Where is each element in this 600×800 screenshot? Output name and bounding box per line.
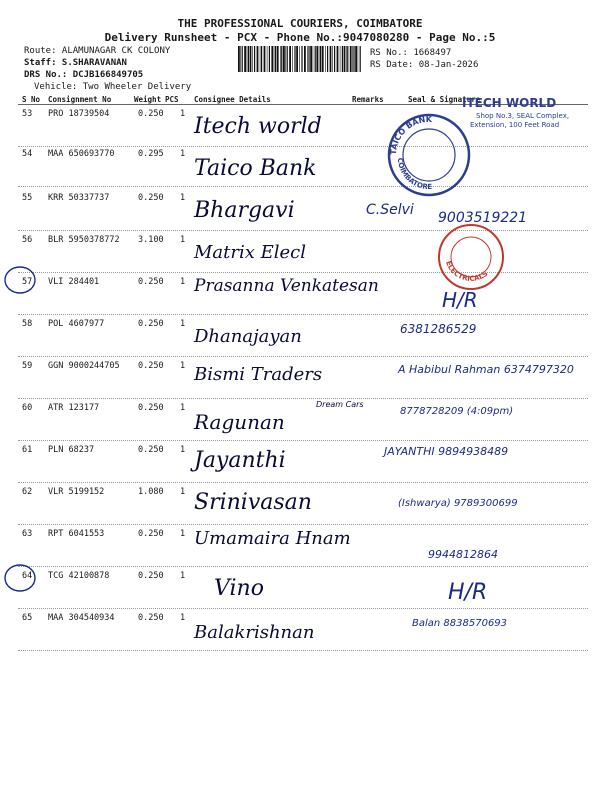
row-divider <box>18 524 588 525</box>
row-consignment-no: PLN 68237 <box>48 445 95 455</box>
row-pcs: 1 <box>180 571 186 581</box>
barcode-bar <box>332 46 333 72</box>
row-divider <box>18 650 588 651</box>
row-consignment-no: KRR 50337737 <box>48 193 110 203</box>
barcode-bar <box>261 46 262 72</box>
row-consignment-no: VLR 5199152 <box>48 487 105 497</box>
row-sno: 64 <box>22 571 33 581</box>
barcode-bar <box>307 46 308 72</box>
barcode-bar <box>342 46 343 72</box>
row-weight: 0.250 <box>138 571 164 581</box>
barcode-bar <box>304 46 306 72</box>
row-consignee-handwritten: Balakrishnan <box>194 622 315 643</box>
row-weight: 0.250 <box>138 445 164 455</box>
barcode-bar <box>350 46 352 72</box>
row-weight: 1.080 <box>138 487 164 497</box>
barcode-bar <box>277 46 279 72</box>
barcode-bar <box>260 46 261 72</box>
barcode-bar <box>283 46 285 72</box>
barcode-bar <box>292 46 293 72</box>
col-consignment-header: Consignment No <box>48 95 112 104</box>
row-divider <box>18 186 588 187</box>
itech-stamp-line2: Extension, 100 Feet Road <box>470 121 560 129</box>
barcode-bar <box>310 46 312 72</box>
barcode-bar <box>280 46 281 72</box>
barcode-bar <box>322 46 324 72</box>
rs-date: RS Date: 08-Jan-2026 <box>370 60 479 70</box>
row-signature-handwritten: 9003519221 <box>438 210 528 226</box>
row-consignee-handwritten: Taico Bank <box>194 156 317 181</box>
barcode-bar <box>269 46 270 72</box>
barcode-bar <box>238 46 240 72</box>
row-pcs: 1 <box>180 109 186 119</box>
row-weight: 0.250 <box>138 403 164 413</box>
row-64-circle-mark <box>2 560 42 596</box>
row-consignment-no: PRO 18739504 <box>48 109 110 119</box>
barcode-bar <box>355 46 357 72</box>
taico-bank-stamp <box>384 110 474 200</box>
row-pcs: 1 <box>180 529 186 539</box>
row-consignment-no: RPT 6041553 <box>48 529 105 539</box>
row-consignment-no: TCG 42100878 <box>48 571 110 581</box>
barcode-bar <box>247 46 248 72</box>
row-signature-handwritten: 9944812864 <box>428 548 498 561</box>
barcode-bar <box>289 46 291 72</box>
row-remarks-handwritten: C.Selvi <box>366 202 414 218</box>
barcode-bar <box>316 46 318 72</box>
barcode-bar <box>296 46 298 72</box>
row-sno: 62 <box>22 487 33 497</box>
row-signature-handwritten: H/R <box>448 580 488 605</box>
row-pcs: 1 <box>180 149 186 159</box>
barcode-bar <box>353 46 354 72</box>
row-weight: 3.100 <box>138 235 164 245</box>
barcode-bar <box>299 46 300 72</box>
row-sno: 59 <box>22 361 33 371</box>
barcode-bar <box>337 46 339 72</box>
row-weight: 0.295 <box>138 149 164 159</box>
col-pcs-header: PCS <box>165 95 179 104</box>
row-sno: 58 <box>22 319 33 329</box>
barcode-bar <box>267 46 268 72</box>
row-divider <box>18 608 588 609</box>
row-divider <box>18 146 588 147</box>
row-57-circle-mark <box>2 262 42 298</box>
barcode-bar <box>250 46 252 72</box>
row-sno: 56 <box>22 235 33 245</box>
barcode-bar <box>257 46 259 72</box>
row-signature-handwritten: JAYANTHI 9894938489 <box>384 445 509 458</box>
barcode-bar <box>287 46 288 72</box>
rs-number: RS No.: 1668497 <box>370 48 452 58</box>
row-weight: 0.250 <box>138 319 164 329</box>
row-weight: 0.250 <box>138 193 164 203</box>
barcode-bar <box>294 46 295 72</box>
itech-stamp-line1: Shop No.3, SEAL Complex, <box>476 112 570 120</box>
row-pcs: 1 <box>180 193 186 203</box>
row-pcs: 1 <box>180 403 186 413</box>
barcode-bar <box>325 46 326 72</box>
svg-text:COIMBATORE: COIMBATORE <box>395 157 433 192</box>
row-signature-handwritten: Balan 8838570693 <box>412 618 508 629</box>
barcode-bar <box>313 46 314 72</box>
row-sno: 54 <box>22 149 33 159</box>
barcode-bar <box>330 46 332 72</box>
row-consignee-handwritten: Bhargavi <box>194 198 295 223</box>
row-consignment-no: ATR 123177 <box>48 403 100 413</box>
col-seal-header: Seal & Signature <box>408 95 481 104</box>
route-label: Route: ALAMUNAGAR CK COLONY <box>24 46 171 56</box>
row-pcs: 1 <box>180 613 186 623</box>
row-pcs: 1 <box>180 235 186 245</box>
row-consignment-no: POL 4607977 <box>48 319 105 329</box>
row-signature-handwritten: H/R <box>442 288 478 312</box>
row-sno: 53 <box>22 109 33 119</box>
row-pcs: 1 <box>180 361 186 371</box>
barcode-bar <box>301 46 302 72</box>
electricals-stamp <box>436 222 506 292</box>
row-divider <box>18 356 588 357</box>
row-sno: 55 <box>22 193 33 203</box>
row-consignee-handwritten: Umamaira Hnam <box>194 528 351 549</box>
row-consignee-handwritten: Ragunan <box>194 410 285 434</box>
barcode-bar <box>254 46 255 72</box>
col-remarks-header: Remarks <box>352 95 384 104</box>
row-consignee-handwritten: Srinivasan <box>194 490 312 515</box>
vehicle-label: Vehicle: Two Wheeler Delivery <box>34 82 192 92</box>
staff-label: Staff: S.SHARAVANAN <box>24 58 127 68</box>
barcode-bar <box>252 46 253 72</box>
row-pcs: 1 <box>180 487 186 497</box>
row-consignment-no: MAA 304540934 <box>48 613 115 623</box>
svg-text:TAICO BANK: TAICO BANK <box>388 114 432 156</box>
company-title: THE PROFESSIONAL COURIERS, COIMBATORE <box>177 17 423 30</box>
barcode-bar <box>360 46 361 72</box>
row-divider <box>18 314 588 315</box>
barcode-bar <box>274 46 275 72</box>
barcode-bar <box>319 46 320 72</box>
row-weight: 0.250 <box>138 109 164 119</box>
barcode-bar <box>275 46 276 72</box>
row-signature-handwritten: 6381286529 <box>400 322 477 336</box>
row-consignment-no: GGN 9000244705 <box>48 361 120 371</box>
drs-number: DRS No.: DCJB166849705 <box>24 70 144 80</box>
row-consignment-no: MAA 650693770 <box>48 149 115 159</box>
barcode-bar <box>271 46 273 72</box>
row-consignee-handwritten: Bismi Traders <box>194 364 323 385</box>
barcode-bar <box>308 46 309 72</box>
row-divider <box>18 440 588 441</box>
row-divider <box>18 482 588 483</box>
barcode-bar <box>334 46 335 72</box>
row-signature-handwritten: (Ishwarya) 9789300699 <box>398 498 518 509</box>
barcode-bar <box>242 46 243 72</box>
barcode-bar <box>358 46 359 72</box>
col-weight-header: Weight <box>134 95 162 104</box>
barcode-bar <box>315 46 316 72</box>
barcode-bar <box>346 46 347 72</box>
runsheet-subtitle: Delivery Runsheet - PCX - Phone No.:9047080280 - Page No.:5 <box>104 31 496 44</box>
row-signature-handwritten: 8778728209 (4:09pm) <box>400 406 514 417</box>
barcode-bar <box>320 46 321 72</box>
row-sno: 65 <box>22 613 33 623</box>
barcode-bar <box>248 46 249 72</box>
barcode-bar <box>264 46 266 72</box>
barcode-image <box>238 46 362 72</box>
row-sno: 61 <box>22 445 33 455</box>
barcode-bar <box>327 46 328 72</box>
row-signature-handwritten: A Habibul Rahman 6374797320 <box>398 363 574 376</box>
row-weight: 0.250 <box>138 529 164 539</box>
row-consignee-handwritten: Prasanna Venkatesan <box>194 276 379 296</box>
barcode-bar <box>285 46 286 72</box>
row-weight: 0.250 <box>138 613 164 623</box>
row-pcs: 1 <box>180 319 186 329</box>
row-sno: 63 <box>22 529 33 539</box>
barcode-bar <box>344 46 346 72</box>
row-consignee-handwritten: Itech world <box>194 114 322 139</box>
barcode-bar <box>244 46 246 72</box>
row-remarks-handwritten: Dream Cars <box>316 400 364 409</box>
barcode-bar <box>352 46 353 72</box>
barcode-bar <box>281 46 282 72</box>
row-consignment-no: VLI 284401 <box>48 277 100 287</box>
barcode-bar <box>340 46 341 72</box>
barcode-bar <box>347 46 348 72</box>
row-consignment-no: BLR 5950378772 <box>48 235 120 245</box>
itech-stamp-title: ITECH WORLD <box>462 96 557 110</box>
col-sno-header: S No <box>22 95 41 104</box>
row-weight: 0.250 <box>138 361 164 371</box>
row-divider <box>18 398 588 399</box>
row-sno: 57 <box>22 277 33 287</box>
row-pcs: 1 <box>180 445 186 455</box>
barcode-bar <box>240 46 241 72</box>
svg-text:ELECTRICALS: ELECTRICALS <box>444 259 490 283</box>
row-weight: 0.250 <box>138 277 164 287</box>
row-consignee-handwritten: Jayanthi <box>194 448 286 473</box>
row-consignee-handwritten: Dhanajayan <box>194 326 302 347</box>
row-consignee-handwritten: Vino <box>214 576 264 601</box>
row-divider <box>18 566 588 567</box>
col-consignee-header: Consignee Details <box>194 95 271 104</box>
row-consignee-handwritten: Matrix Elecl <box>194 242 307 263</box>
row-pcs: 1 <box>180 277 186 287</box>
row-sno: 60 <box>22 403 33 413</box>
